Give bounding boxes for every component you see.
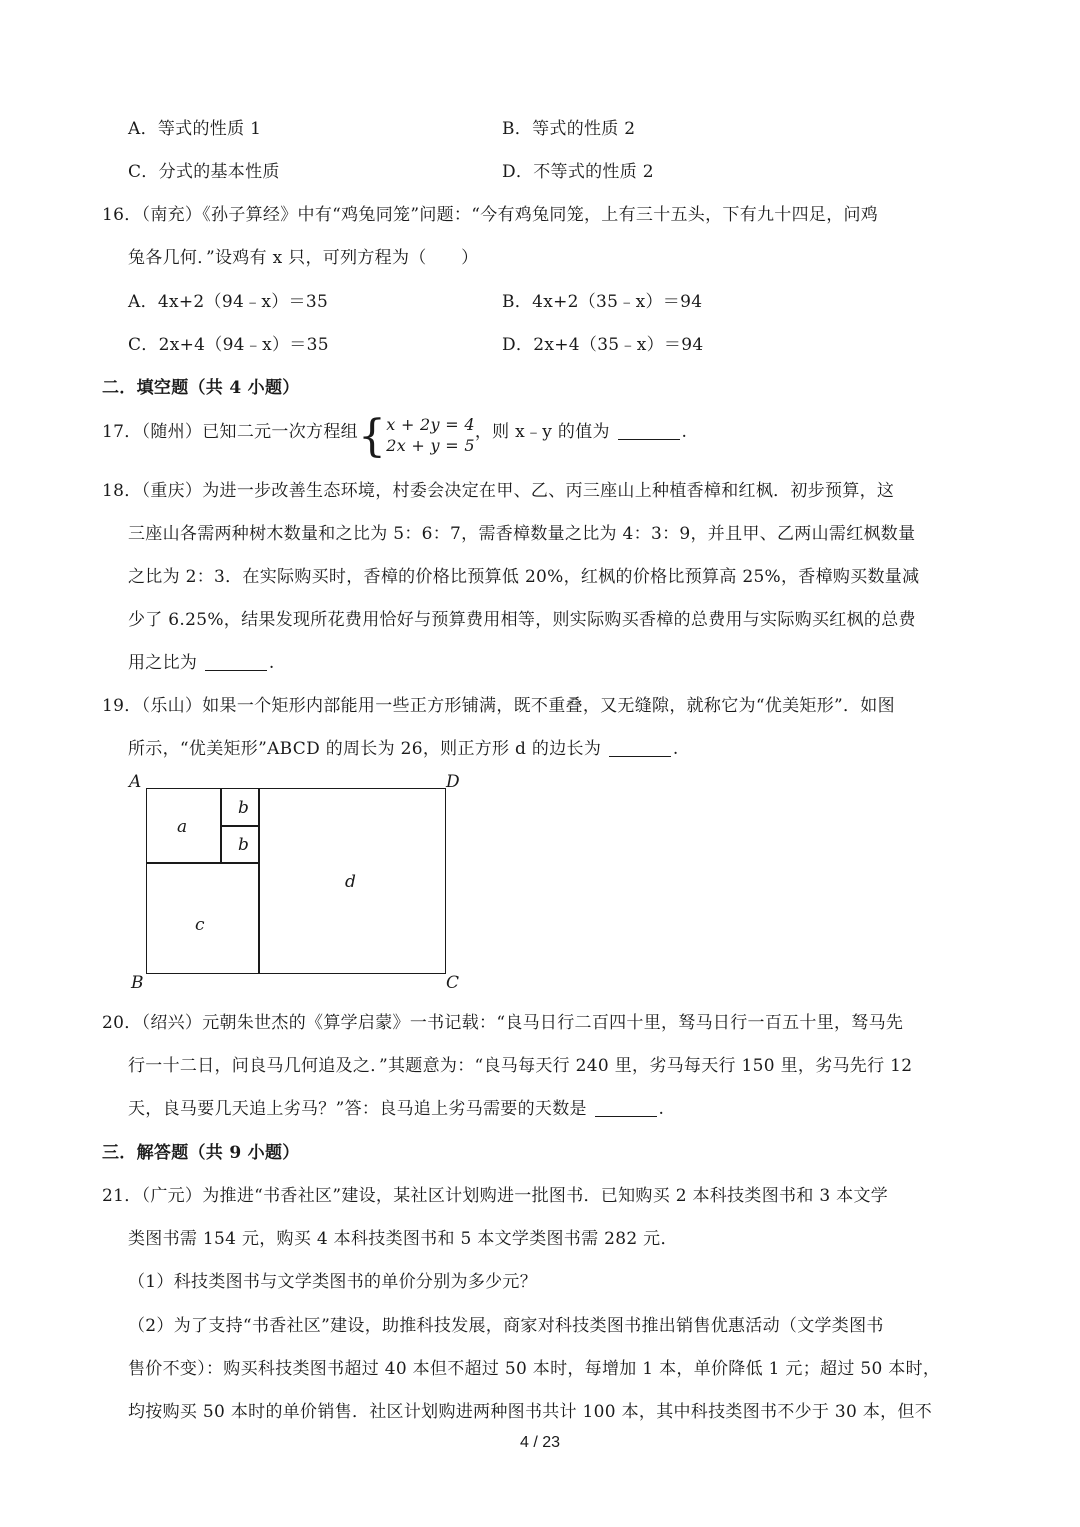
q19-line-2 <box>128 734 679 759</box>
q16-line-1: 16．（南充）《孙子算经》中有“鸡兔同笼”问题：“今有鸡兔同笼，上有三十五头，下有九十四足，问鸡 <box>102 205 879 225</box>
q18-line-3: 之比为 2：3．在实际购买时，香樟的价格比预算低 20%，红枫的价格比预算高 25%，香樟购买数量减 <box>128 567 920 587</box>
section-heading-fill-in: 二．填空题（共 4 小题） <box>102 378 300 398</box>
page-number: 4 / 23 <box>519 1434 561 1451</box>
square-label-c: c <box>195 915 205 935</box>
q19-line-1: 19．（乐山）如果一个矩形内部能用一些正方形铺满，既不重叠，又无缝隙，就称它为“优美矩形”．如图 <box>102 696 895 716</box>
q15-option-a: A．等式的性质 1 <box>128 119 262 139</box>
q16-option-b: B．4x+2（35﹣x）＝94 <box>502 292 703 312</box>
square-label-a: a <box>177 817 188 837</box>
q21-part-2-line-2: 售价不变）：购买科技类图书超过 40 本但不超过 50 本时，每增加 1 本，单价降低 1 元；超过 50 本时， <box>128 1359 941 1379</box>
q18-line-4: 少了 6.25%，结果发现所花费用恰好与预算费用相等，则实际购买香樟的总费用与实际购买红枫的总费 <box>128 610 916 630</box>
corner-label-d: D <box>446 772 460 792</box>
equation-2: 2x + y = 5 <box>386 436 475 455</box>
corner-label-a: A <box>129 772 142 792</box>
q21-line-1: 21．（广元）为推进“书香社区”建设，某社区计划购进一批图书．已知购买 2 本科技类图书和 3 本文学 <box>102 1186 889 1206</box>
q19-period: . <box>672 739 679 759</box>
corner-label-c: C <box>446 973 460 993</box>
q18-line-5-text: 用之比为 <box>128 653 198 673</box>
rectangle-figure <box>128 770 468 995</box>
q21-part-2-line-1: （2）为了支持“书香社区”建设，助推科技发展，商家对科技类图书推出销售优惠活动（文学类图书 <box>128 1316 884 1336</box>
q21-part-2-line-3: 均按购买 50 本时的单价销售．社区计划购进两种图书共计 100 本，其中科技类图书不少于 30 本，但不 <box>128 1402 933 1422</box>
q16-option-c: C．2x+4（94﹣x）＝35 <box>128 335 329 355</box>
q15-option-c: C．分式的基本性质 <box>128 162 280 182</box>
q17-question <box>102 411 688 462</box>
q18-period: . <box>268 653 275 673</box>
q19-line-2-text: 所示，“优美矩形”ABCD 的周长为 26，则正方形 d 的边长为 <box>128 739 602 759</box>
q19-answer-blank[interactable] <box>609 740 671 757</box>
q16-option-d: D．2x+4（35﹣x）＝94 <box>502 335 704 355</box>
q16-line-2: 兔各几何．”设鸡有 x 只，可列方程为（ ） <box>128 248 479 268</box>
q16-option-a: A．4x+2（94﹣x）＝35 <box>128 292 329 312</box>
square-label-b-top: b <box>238 798 249 818</box>
q17-period: . <box>681 422 688 442</box>
section-heading-solutions: 三．解答题（共 9 小题） <box>102 1143 300 1163</box>
equation-system <box>386 414 475 456</box>
q17-suffix: ，则 x﹣y 的值为 <box>474 422 610 442</box>
q15-option-d: D．不等式的性质 2 <box>502 162 654 182</box>
q18-line-1: 18．（重庆）为进一步改善生态环境，村委会决定在甲、乙、丙三座山上种植香樟和红枫．初步预算，这 <box>102 481 895 501</box>
q18-answer-blank[interactable] <box>205 654 267 671</box>
q18-line-5 <box>128 648 275 673</box>
q20-line-3 <box>128 1094 664 1119</box>
q20-answer-blank[interactable] <box>595 1100 657 1117</box>
q17-answer-blank[interactable] <box>618 423 680 440</box>
q20-line-2: 行一十二日，问良马几何追及之．”其题意为：“良马每天行 240 里，劣马每天行 150 里，劣马先行 12 <box>128 1056 913 1076</box>
corner-label-b: B <box>131 973 144 993</box>
q21-part-1: （1）科技类图书与文学类图书的单价分别为多少元？ <box>128 1272 538 1292</box>
q18-line-2: 三座山各需两种树木数量和之比为 5：6：7，需香樟数量之比为 4：3：9，并且甲、乙两山需红枫数量 <box>128 524 916 544</box>
q20-line-1: 20．（绍兴）元朝朱世杰的《算学启蒙》一书记载：“良马日行二百四十里，驽马日行一百五十里，驽马先 <box>102 1013 904 1033</box>
brace-glyph: { <box>357 411 387 462</box>
q17-prefix: 17．（随州）已知二元一次方程组 <box>102 422 358 442</box>
q20-period: . <box>658 1099 665 1119</box>
equation-1: x + 2y = 4 <box>386 415 475 434</box>
square-label-b-bottom: b <box>238 835 249 855</box>
q20-line-3-text: 天，良马要几天追上劣马？”答：良马追上劣马需要的天数是 <box>128 1099 587 1119</box>
q21-line-2: 类图书需 154 元，购买 4 本科技类图书和 5 本文学类图书需 282 元． <box>128 1229 678 1249</box>
square-label-d: d <box>345 872 356 892</box>
q15-option-b: B．等式的性质 2 <box>502 119 636 139</box>
